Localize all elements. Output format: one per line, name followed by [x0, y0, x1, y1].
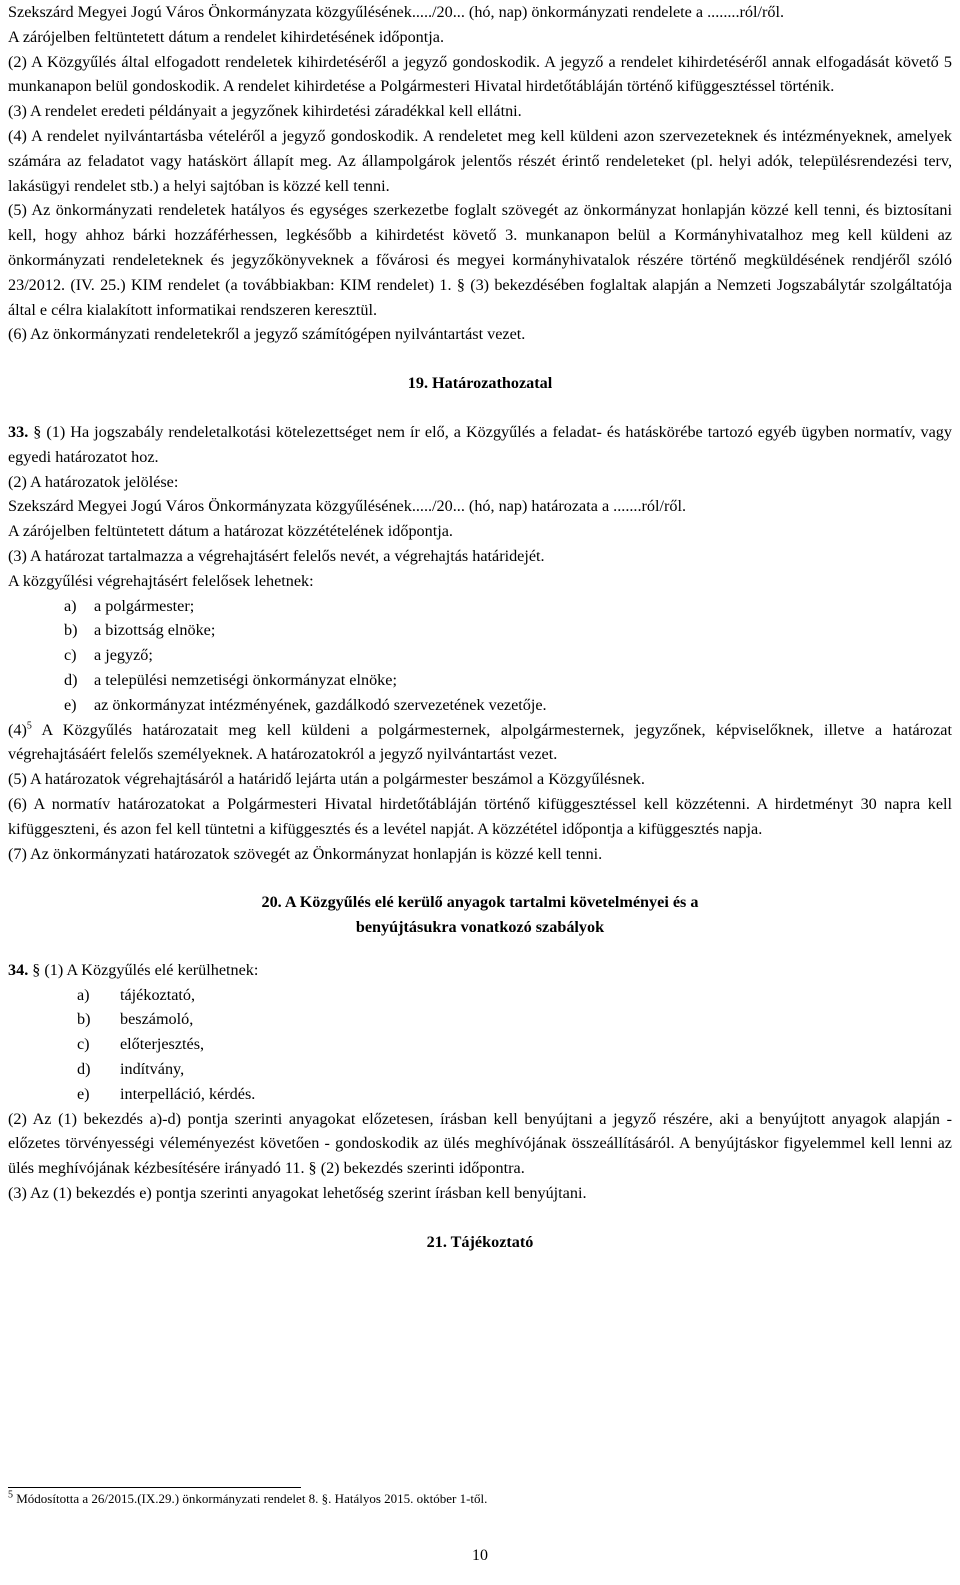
list-item-label: d): [77, 1060, 91, 1079]
list-item: [8, 1032, 952, 1057]
section-21-heading: 21. Tájékoztató: [426, 1232, 534, 1251]
list-item-label: b): [64, 621, 78, 640]
list-item: [8, 668, 952, 693]
footnote-text: Módosította a 26/2015.(IX.29.) önkormányzati rendelet 8. §. Hatályos 2015. október 1-től.: [13, 1491, 488, 1506]
footnote-mark: 5: [8, 1489, 13, 1501]
paragraph-2: (2) A Közgyűlés által elfogadott rendeletek kihirdetéséről a jegyző gondoskodik. A jegyző a rendelet kihirdetéséről annak elfogadását követő 5 munkanapon belül gondoskodik. A rendelet kihirdetése a Polgármesteri Hivatal hirdetőtábláján történő kifüggesztéssel történik.: [8, 52, 952, 96]
paragraph-4-prefix: (4): [8, 720, 27, 739]
list-item-text: interpelláció, kérdés.: [120, 1084, 256, 1103]
section-34-paragraph-1: [8, 958, 952, 983]
paragraph-4-text: A Közgyűlés határozatait meg kell küldeni a polgármesternek, alpolgármesternek, jegyzőnek, képviselőknek, illetve a határozat végrehajtásáért felelős személyeknek. A határozatokról a jegyző nyilvántartást vezet.: [8, 720, 952, 764]
decree-designation-line: Szekszárd Megyei Jogú Város Önkormányzata közgyűlésének...../20... (hó, nap) önkormányzati rendelete a ........ról/ről.: [8, 3, 785, 21]
list-item: [8, 1082, 952, 1107]
section-34-paragraph-2: (2) Az (1) bekezdés a)-d) pontja szerinti anyagokat előzetesen, írásban kell benyújtani a jegyző részére, aki a benyújtott anyagok alapján - előzetes törvényességi véleményezést követően - gondoskodik az ülés meghívójának összeállításáról. A benyújtáskor figyelemmel kell lenni az ülés meghívójának kézbesítésére irányadó 11. § (2) bekezdés szerinti időpontra.: [8, 1109, 952, 1178]
section-33-paragraph-5: (5) A határozatok végrehajtásáról a határidő lejárta után a polgármester beszámol a Közgyűlésnek.: [8, 770, 645, 789]
responsibles-list: [8, 594, 952, 718]
responsibles-intro: A közgyűlési végrehajtásért felelősek lehetnek:: [8, 571, 314, 590]
paragraph-5: (5) Az önkormányzati rendeletek hatályos és egységes szerkezetbe foglalt szövegét az önkormányzat honlapján közzé kell tenni, és biztosítani kell, hogy ahhoz bárki hozzáférhessen, legkésőbb a kihirdetést követő 3. munkanapon belül a Kormányhivatalhoz meg kell küldeni az önkormányzati rendeleteknek és jegyzőkönyveknek a fővárosi és megyei kormányhivatalok részére történő megküldésének rendjéről szóló 23/2012. (IV. 25.) KIM rendelet (a továbbiakban: KIM rendelet) 1. § (3) bekezdésében foglaltak alapján a Nemzeti Jogszabálytár szolgáltatója által e célra kialakított informatikai rendszeren keresztül.: [8, 201, 952, 319]
list-item-label: c): [77, 1035, 90, 1054]
section-33-number: 33.: [8, 422, 29, 441]
list-item-text: tájékoztató,: [120, 985, 196, 1004]
section-20-heading-line-1: 20. A Közgyűlés elé kerülő anyagok tartalmi követelményei és a: [261, 893, 699, 912]
list-item: [8, 594, 952, 619]
section-34-paragraph-3: (3) Az (1) bekezdés e) pontja szerinti anyagokat lehetőség szerint írásban kell benyújtani.: [8, 1184, 587, 1203]
page-number: 10: [472, 1547, 488, 1564]
paragraph-6: (6) Az önkormányzati rendeletekről a jegyző számítógépen nyilvántartást vezet.: [8, 325, 526, 344]
list-item: [8, 1007, 952, 1032]
section-34-text: § (1) A Közgyűlés elé kerülhetnek:: [28, 960, 259, 979]
footnote: [8, 1490, 487, 1508]
resolution-designation-title: (2) A határozatok jelölése:: [8, 472, 179, 491]
footnote-reference[interactable]: 5: [26, 720, 32, 732]
list-item: [8, 618, 952, 643]
list-item-label: c): [64, 646, 77, 665]
list-item-label: b): [77, 1010, 91, 1029]
section-33-text: § (1) Ha jogszabály rendeletalkotási kötelezettséget nem ír elő, a Közgyűlés a feladat- és hatáskörébe tartozó egyéb ügyben normatív, vagy egyedi határozatot hoz.: [8, 422, 952, 466]
list-item-text: indítvány,: [120, 1060, 185, 1079]
list-item-text: a bizottság elnöke;: [94, 621, 216, 640]
section-34-number: 34.: [8, 960, 29, 979]
section-20-heading-line-2: benyújtásukra vonatkozó szabályok: [355, 918, 605, 937]
list-item-label: e): [64, 695, 77, 714]
list-item: [8, 693, 952, 718]
paragraph-4: (4) A rendelet nyilvántartásba vételéről a jegyző gondoskodik. A rendeletet meg kell küldeni azon szervezeteknek és intézményeknek, amelyek számára az feladatot vagy hatáskört állapít meg. Az állampolgárok jelentős részét érintő rendeleteket (pl. helyi adók, településrendezési terv, lakásügyi rendelet stb.) a helyi sajtóban is közzé kell tenni.: [8, 126, 952, 195]
decree-date-note: A zárójelben feltüntetett dátum a rendelet kihirdetésének időpontja.: [8, 27, 445, 46]
paragraph-3: (3) A rendelet eredeti példányait a jegyzőnek kihirdetési záradékkal kell ellátni.: [8, 102, 522, 121]
footnote-divider: [8, 1487, 301, 1488]
section-33-paragraph-6: (6) A normatív határozatokat a Polgármesteri Hivatal hirdetőtábláján történő kifüggesztéssel kell közzétenni. A hirdetményt 30 napra kell kifüggeszteni, és azon fel kell tüntetni a kifüggesztés és a levétel napját. A közzététel időpontja a kifüggesztés napja.: [8, 794, 952, 838]
list-item-label: d): [64, 670, 78, 689]
list-item-text: a települési nemzetiségi önkormányzat elnöke;: [94, 670, 397, 689]
list-item-text: előterjesztés,: [120, 1035, 205, 1054]
list-item-label: a): [77, 985, 90, 1004]
document-page: [8, 0, 952, 1255]
list-item-label: e): [77, 1084, 90, 1103]
list-item-text: a polgármester;: [94, 596, 195, 615]
section-33-paragraph-3: (3) A határozat tartalmazza a végrehajtásért felelős nevét, a végrehajtás határidejét.: [8, 546, 545, 565]
section-33-paragraph-7: (7) Az önkormányzati határozatok szövegét az Önkormányzat honlapján is közzé kell tenni.: [8, 844, 603, 863]
resolution-date-note: A zárójelben feltüntetett dátum a határozat közzétételének időpontja.: [8, 522, 453, 541]
list-item: [8, 1057, 952, 1082]
list-item-text: beszámoló,: [120, 1010, 194, 1029]
list-item: [8, 643, 952, 668]
section-33-paragraph-1: [8, 420, 952, 470]
list-item-text: az önkormányzat intézményének, gazdálkodó szervezetének vezetője.: [94, 695, 547, 714]
section-33-paragraph-4: [8, 718, 952, 768]
section-19-heading: 19. Határozathozatal: [407, 374, 553, 393]
list-item-label: a): [64, 596, 77, 615]
list-item: [8, 983, 952, 1008]
list-item-text: a jegyző;: [94, 646, 153, 665]
resolution-designation-line: Szekszárd Megyei Jogú Város Önkormányzata közgyűlésének...../20... (hó, nap) határozata a .......ról/ről.: [8, 497, 687, 516]
materials-list: [8, 983, 952, 1107]
